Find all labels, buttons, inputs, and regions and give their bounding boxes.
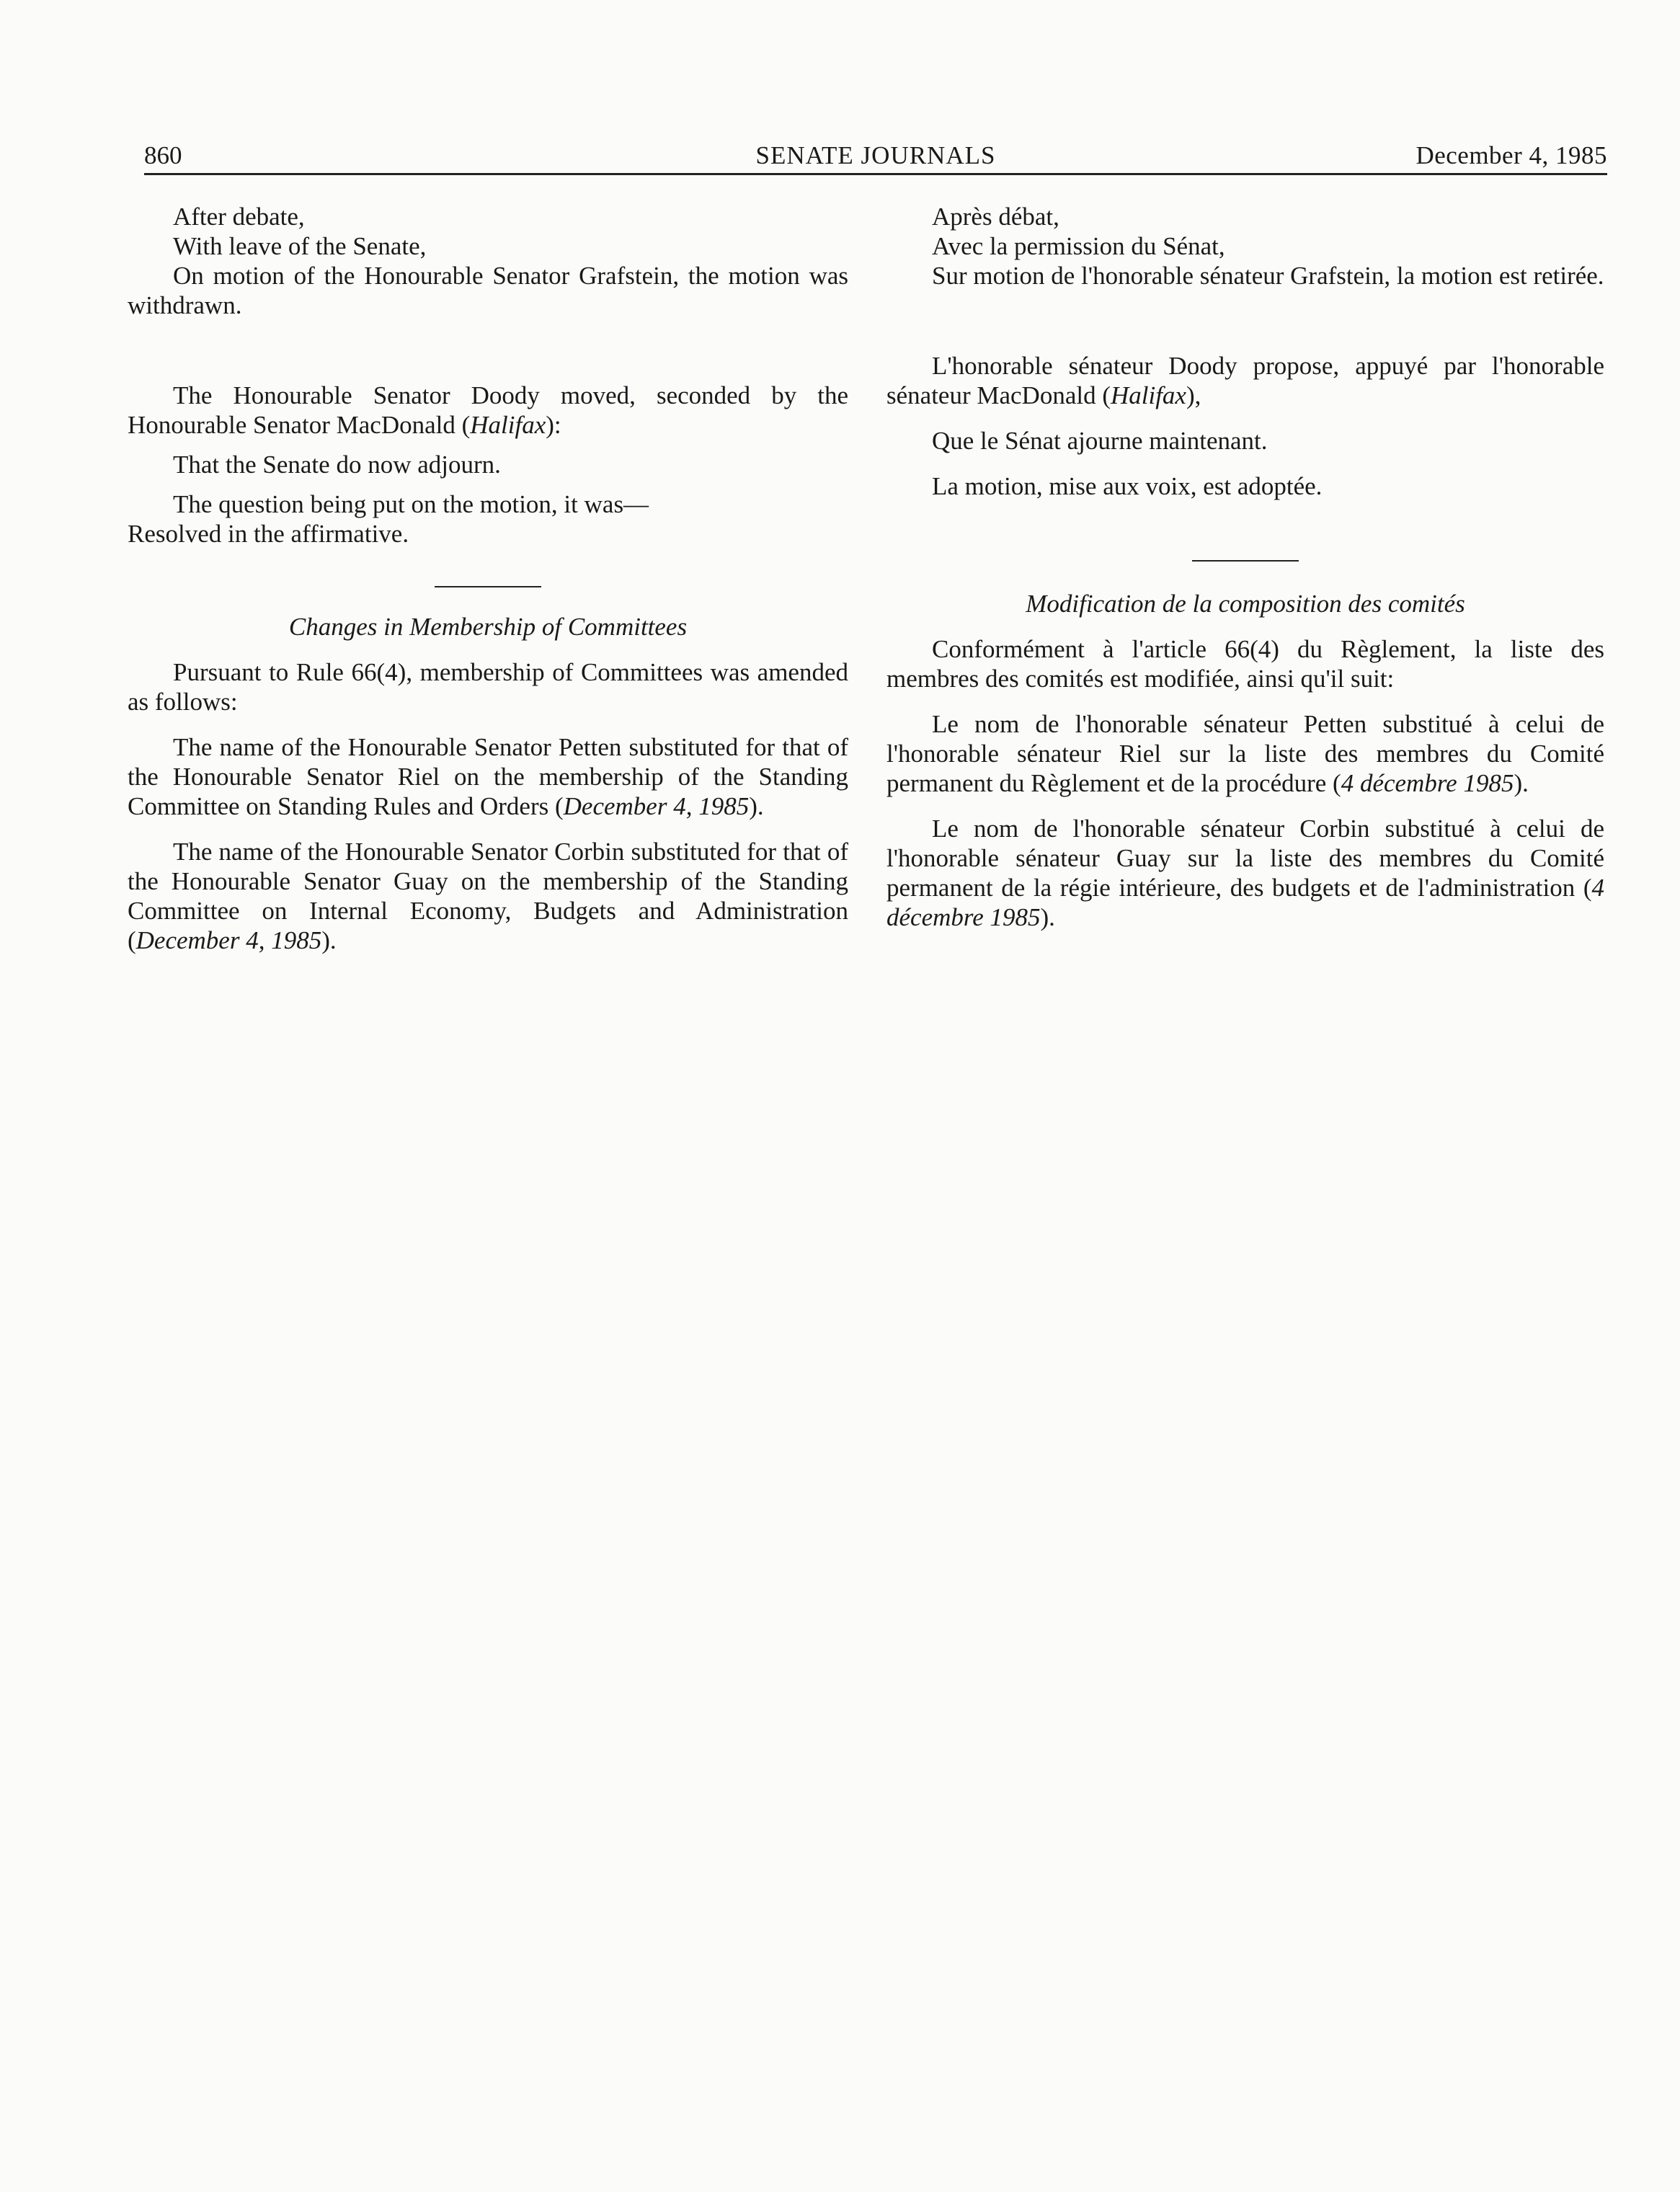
question-line: The question being put on the motion, it was— xyxy=(173,490,649,518)
adjourn-block-fr xyxy=(886,351,1604,501)
membership-change-1-fr: Le nom de l'honorable sénateur Petten substitué à celui de l'honorable sénateur Riel sur la liste des membres du Comité permanent du Règlement et de la procédure (4 décembre 1985). xyxy=(886,710,1604,797)
adjourn-block xyxy=(128,381,848,549)
leave-line: With leave of the Senate, xyxy=(173,232,427,260)
english-column xyxy=(128,202,848,955)
header-date: December 4, 1985 xyxy=(1415,141,1607,169)
debate-block xyxy=(128,202,848,320)
leave-line-fr: Avec la permission du Sénat, xyxy=(932,232,1225,260)
committees-section-fr xyxy=(886,589,1604,932)
adjourn-motion-fr: Que le Sénat ajourne maintenant. xyxy=(932,427,1268,455)
header-rule xyxy=(144,173,1607,175)
membership-change-2: The name of the Honourable Senator Corbin substituted for that of the Honourable Senator Guay on the membership of the Standing Committee on Internal Economy, Budgets and Administration (December 4, 1985). xyxy=(128,838,848,954)
page-number: 860 xyxy=(144,141,182,169)
debate-block-fr xyxy=(886,202,1604,290)
debate-line: After debate, xyxy=(173,203,305,231)
adjourn-intro-fr: L'honorable sénateur Doody propose, appuyé par l'honorable sénateur MacDonald (Halifax), xyxy=(886,352,1604,409)
french-column xyxy=(886,202,1604,932)
debate-line-fr: Après débat, xyxy=(932,203,1059,231)
adjourn-motion: That the Senate do now adjourn. xyxy=(173,451,501,479)
result-line-fr: La motion, mise aux voix, est adoptée. xyxy=(932,472,1323,500)
membership-change-1: The name of the Honourable Senator Petten substituted for that of the Honourable Senator Riel on the membership of the Standing Committee on Standing Rules and Orders (December 4, 1985). xyxy=(128,733,848,820)
section-heading: Changes in Membership of Committees xyxy=(288,613,688,641)
pursuant-paragraph-fr: Conformément à l'article 66(4) du Règlement, la liste des membres des comités est modifiée, ainsi qu'il suit: xyxy=(886,635,1604,693)
resolved-line: Resolved in the affirmative. xyxy=(128,520,409,548)
running-title: SENATE JOURNALS xyxy=(755,141,996,169)
page-header xyxy=(144,138,1607,173)
withdrawn-paragraph-fr: Sur motion de l'honorable sénateur Grafstein, la motion est retirée. xyxy=(932,262,1604,290)
adjourn-intro: The Honourable Senator Doody moved, seconded by the Honourable Senator MacDonald (Halifax): xyxy=(128,381,848,439)
membership-change-2-fr: Le nom de l'honorable sénateur Corbin substitué à celui de l'honorable sénateur Guay sur la liste des membres du Comité permanent de la régie intérieure, des budgets et de l'administration (4 décembre 1985). xyxy=(886,815,1604,931)
section-heading-fr: Modification de la composition des comités xyxy=(1026,590,1465,618)
withdrawn-paragraph: On motion of the Honourable Senator Grafstein, the motion was withdrawn. xyxy=(128,262,848,319)
committees-section xyxy=(128,612,848,955)
pursuant-paragraph: Pursuant to Rule 66(4), membership of Committees was amended as follows: xyxy=(128,658,848,716)
